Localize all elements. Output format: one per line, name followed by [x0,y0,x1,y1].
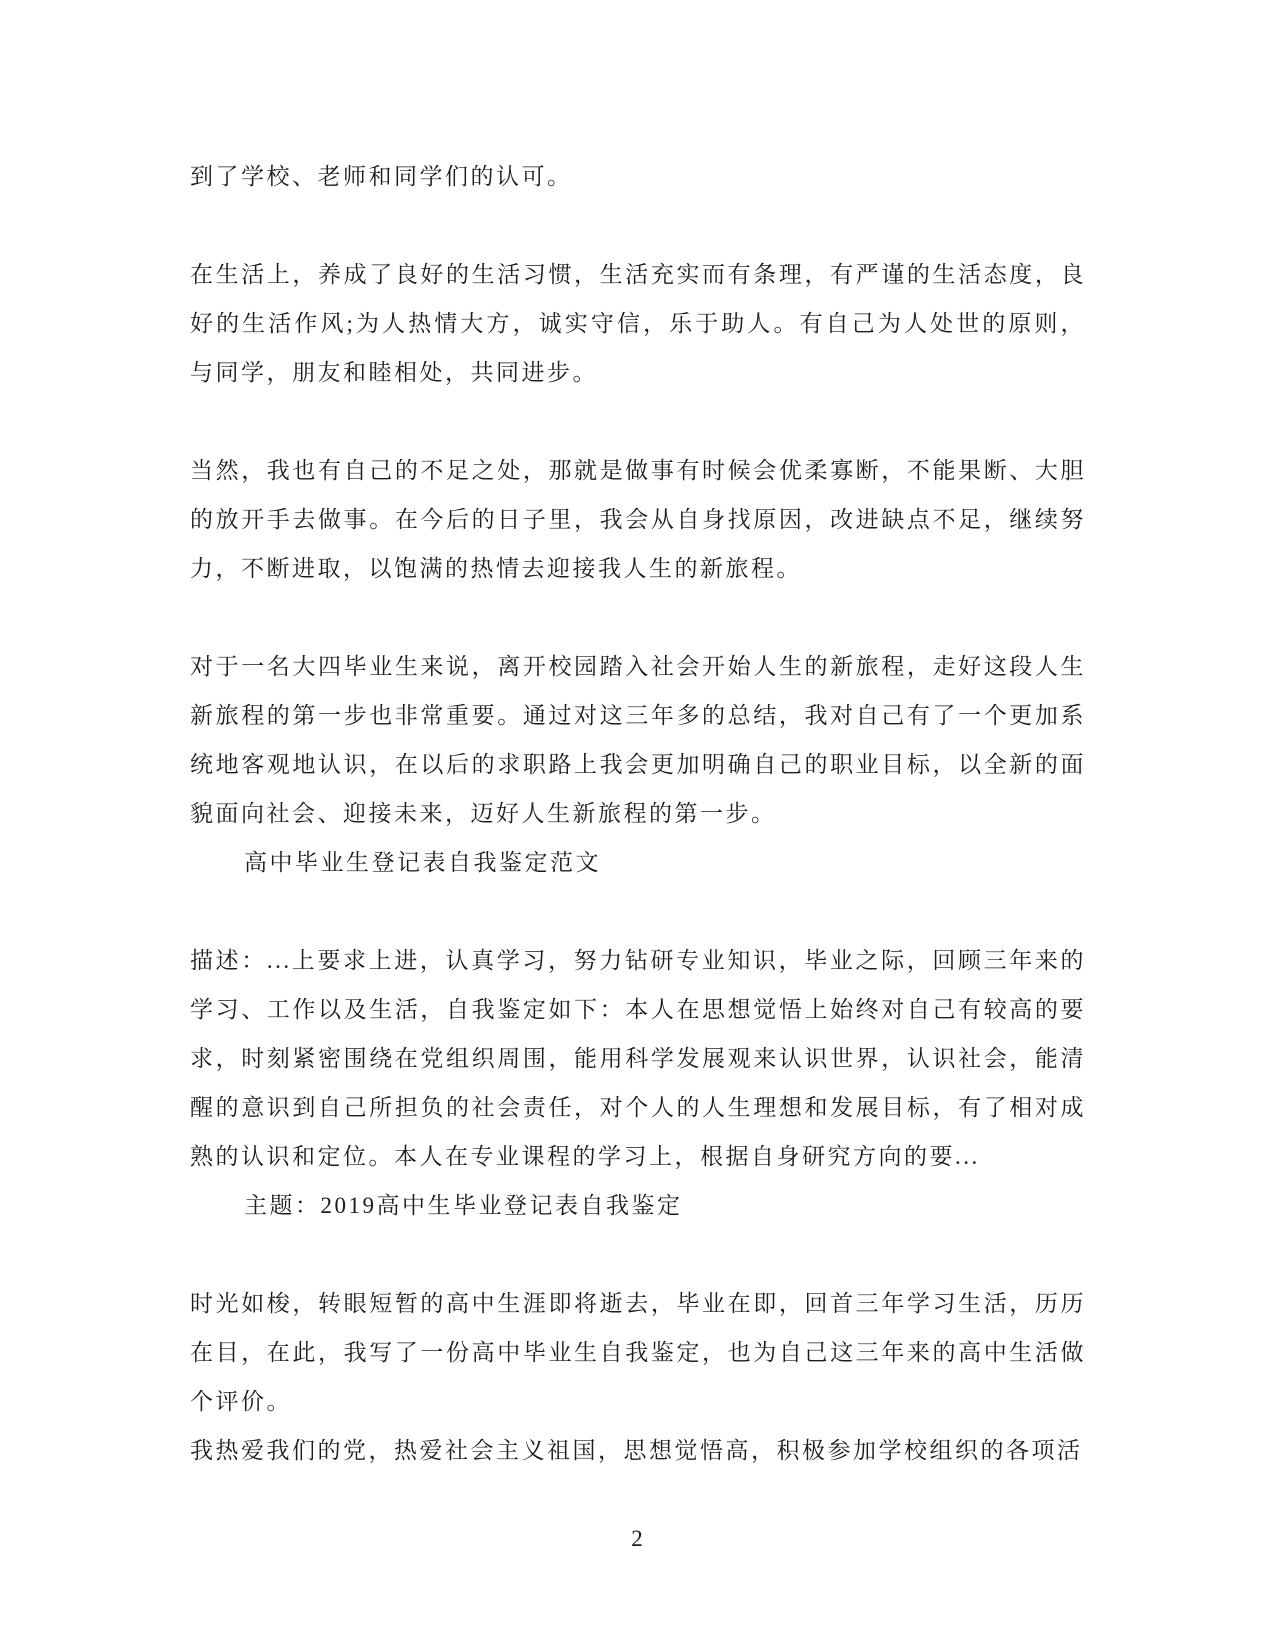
section-title-topic: 主题：2019高中生毕业登记表自我鉴定 [244,1193,683,1218]
paragraph-8: 时光如梭，转眼短暂的高中生涯即将逝去，毕业在即，回首三年学习生活，历历在目，在此，我写了一份高中毕业生自我鉴定，也为自己这三年来的高中生活做个评价。 [190,1291,1086,1414]
paragraph-description: 描述：...上要求上进，认真学习，努力钻研专业知识，毕业之际，回顾三年来的学习、工作以及生活，自我鉴定如下：本人在思想觉悟上始终对自己有较高的要求，时刻紧密围绕在党组织周围，能用科学发展观来认识世界，认识社会，能清醒的意识到自己所担负的社会责任，对个人的人生理想和发展目标，有了相对成熟的认识和定位。本人在专业课程的学习上，根据自身研究方向的要... [190,948,1086,1169]
page-number: 2 [631,1526,643,1551]
paragraph-3: 当然，我也有自己的不足之处，那就是做事有时候会优柔寡断，不能果断、大胆的放开手去做事。在今后的日子里，我会从自身找原因，改进缺点不足，继续努力，不断进取，以饱满的热情去迎接我人生的新旅程。 [190,458,1086,581]
paragraph-9: 我热爱我们的党，热爱社会主义祖国，思想觉悟高，积极参加学校组织的各项活 [190,1438,1083,1463]
section-title-sample-essay: 高中毕业生登记表自我鉴定范文 [244,850,601,875]
paragraph-4: 对于一名大四毕业生来说，离开校园踏入社会开始人生的新旅程，走好这段人生新旅程的第一步也非常重要。通过对这三年多的总结，我对自己有了一个更加系统地客观地认识，在以后的求职路上我会更加明确自己的职业目标，以全新的面貌面向社会、迎接未来，迈好人生新旅程的第一步。 [190,654,1086,826]
paragraph-2: 在生活上，养成了良好的生活习惯，生活充实而有条理，有严谨的生活态度，良好的生活作风;为人热情大方，诚实守信，乐于助人。有自己为人处世的原则，与同学，朋友和睦相处，共同进步。 [190,262,1086,385]
paragraph-1: 到了学校、老师和同学们的认可。 [190,164,573,189]
